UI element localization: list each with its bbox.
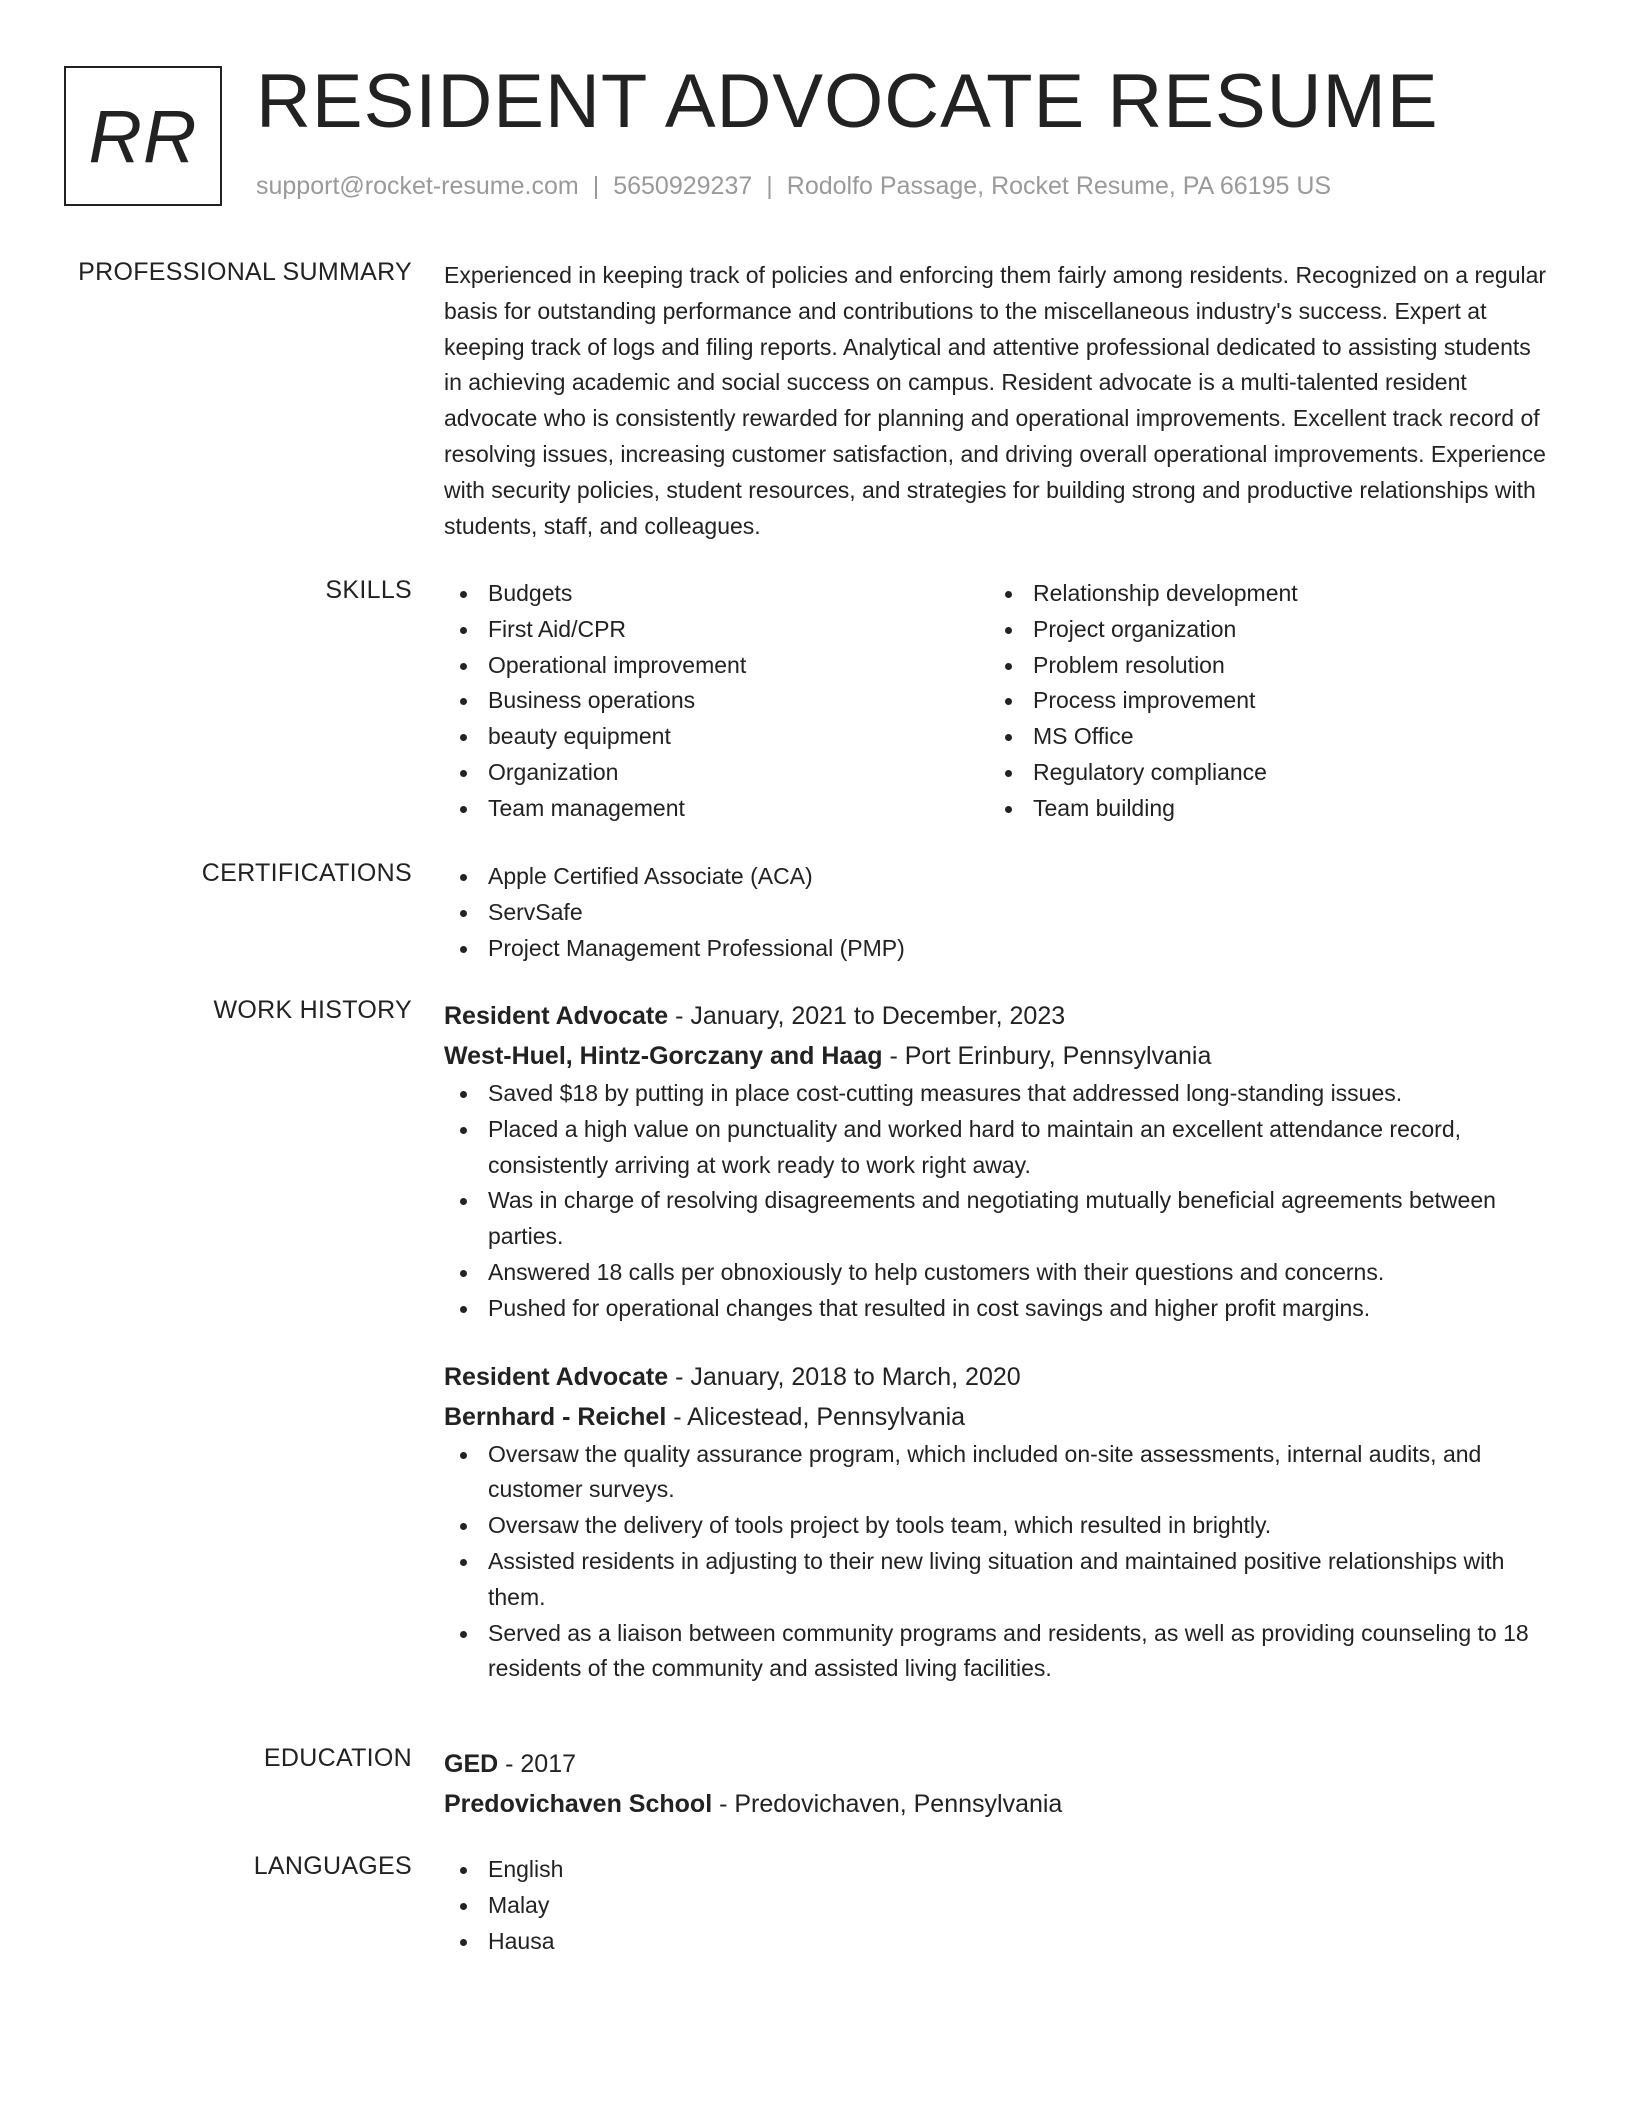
skill-item: Process improvement [989,683,1534,719]
languages-body [444,1852,1554,1959]
skill-item: beauty equipment [444,719,989,755]
job-bullet: Saved $18 by putting in place cost-cutting measures that addressed long-standing issues. [444,1076,1554,1112]
job-bullet: Pushed for operational changes that resulted in cost savings and higher profit margins. [444,1291,1554,1327]
job-bullet: Oversaw the quality assurance program, which included on-site assessments, internal audits, and customer surveys. [444,1437,1554,1509]
job-dates: - January, 2021 to December, 2023 [668,1002,1066,1030]
job-entry [444,996,1554,1327]
job-title: Resident Advocate [444,1362,669,1391]
skill-item: Project organization [989,612,1534,648]
language-item: Malay [444,1888,1554,1924]
skill-item: MS Office [989,719,1534,755]
skills-list-left [444,576,989,827]
job-bullet: Was in charge of resolving disagreements and negotiating mutually beneficial agreements between parties. [444,1183,1554,1255]
summary-text: Experienced in keeping track of policies and enforcing them fairly among residents. Recognized on a regular basis for outstanding performance and contributions to the miscellaneous industry's success. Expert at keeping track of logs and filing reports. Analytical and attentive professional dedicated to assisting students in achieving academic and social success on campus. Resident advocate is a multi-talented resident advocate who is consistently rewarded for planning and operational improvements. Excellent track record of resolving issues, increasing customer satisfaction, and driving overall operational improvements. Experience with security policies, student resources, and strategies for building strong and productive relationships with students, staff, and colleagues. [444,262,1547,539]
job-bullets [444,1437,1554,1688]
contact-separator: | [592,172,600,200]
skill-item: Operational improvement [444,648,989,684]
job-location: - Alicestead, Pennsylvania [666,1402,966,1431]
certifications-body [444,859,1554,966]
summary-body [444,258,1554,544]
language-item: English [444,1852,1554,1888]
job-entry [444,1357,1554,1688]
language-item: Hausa [444,1924,1554,1960]
job-company-line [444,1397,1554,1437]
job-dates: - January, 2018 to March, 2020 [668,1362,1021,1391]
job-title-line [444,1357,1554,1397]
monogram-initials: RR [88,94,198,178]
education-degree-line [444,1744,1554,1784]
education-year: - 2017 [498,1750,577,1778]
job-bullet: Placed a high value on punctuality and worked hard to maintain an excellent attendance record, consistently arriving at work ready to work right away. [444,1112,1554,1184]
job-bullets [444,1076,1554,1327]
section-label-summary: PROFESSIONAL SUMMARY [78,258,412,286]
skills-body [444,576,1554,827]
certifications-list [444,859,1554,966]
contact-line [256,172,1331,201]
contact-email: support@rocket-resume.com [256,172,579,200]
job-title-line [444,996,1554,1036]
contact-phone: 5650929237 [613,172,753,200]
education-location: - Predovichaven, Pennsylvania [712,1790,1063,1818]
section-label-certifications: CERTIFICATIONS [201,859,412,887]
languages-list [444,1852,1554,1959]
job-bullet: Served as a liaison between community programs and residents, as well as providing counseling to 18 residents of the community and assisted living facilities. [444,1616,1554,1688]
skills-list-right [989,576,1534,827]
skill-item: Business operations [444,683,989,719]
job-company-line [444,1036,1554,1076]
skill-item: Budgets [444,576,989,612]
job-company: West-Huel, Hintz-Gorczany and Haag [444,1042,883,1070]
skill-item: Organization [444,755,989,791]
education-school-line [444,1784,1554,1824]
skill-item: Team building [989,791,1534,827]
monogram-logo [64,66,222,206]
certification-item: ServSafe [444,895,1554,931]
certification-item: Apple Certified Associate (ACA) [444,859,1554,895]
contact-separator: | [766,172,773,200]
resume-title: RESIDENT ADVOCATE RESUME [256,59,1439,144]
education-body [444,1744,1554,1824]
section-label-languages: LANGUAGES [253,1852,412,1880]
work-history-body [444,996,1554,1687]
section-label-skills: SKILLS [325,576,412,604]
job-bullet: Answered 18 calls per obnoxiously to help customers with their questions and concerns. [444,1255,1554,1291]
job-location: - Port Erinbury, Pennsylvania [882,1042,1212,1070]
section-label-work-history: WORK HISTORY [213,996,412,1024]
job-bullet: Oversaw the delivery of tools project by tools team, which resulted in brightly. [444,1508,1554,1544]
skill-item: Team management [444,791,989,827]
section-label-education: EDUCATION [263,1744,412,1772]
education-degree: GED [444,1750,499,1778]
job-title: Resident Advocate [444,1002,669,1030]
skill-item: Relationship development [989,576,1534,612]
certification-item: Project Management Professional (PMP) [444,931,1554,967]
job-bullet: Assisted residents in adjusting to their new living situation and maintained positive relationships with them. [444,1544,1554,1616]
contact-address: Rodolfo Passage, Rocket Resume, PA 66195 US [786,172,1332,200]
job-company: Bernhard - Reichel [444,1402,667,1431]
skill-item: Problem resolution [989,648,1534,684]
education-school: Predovichaven School [444,1790,713,1818]
skill-item: Regulatory compliance [989,755,1534,791]
skill-item: First Aid/CPR [444,612,989,648]
